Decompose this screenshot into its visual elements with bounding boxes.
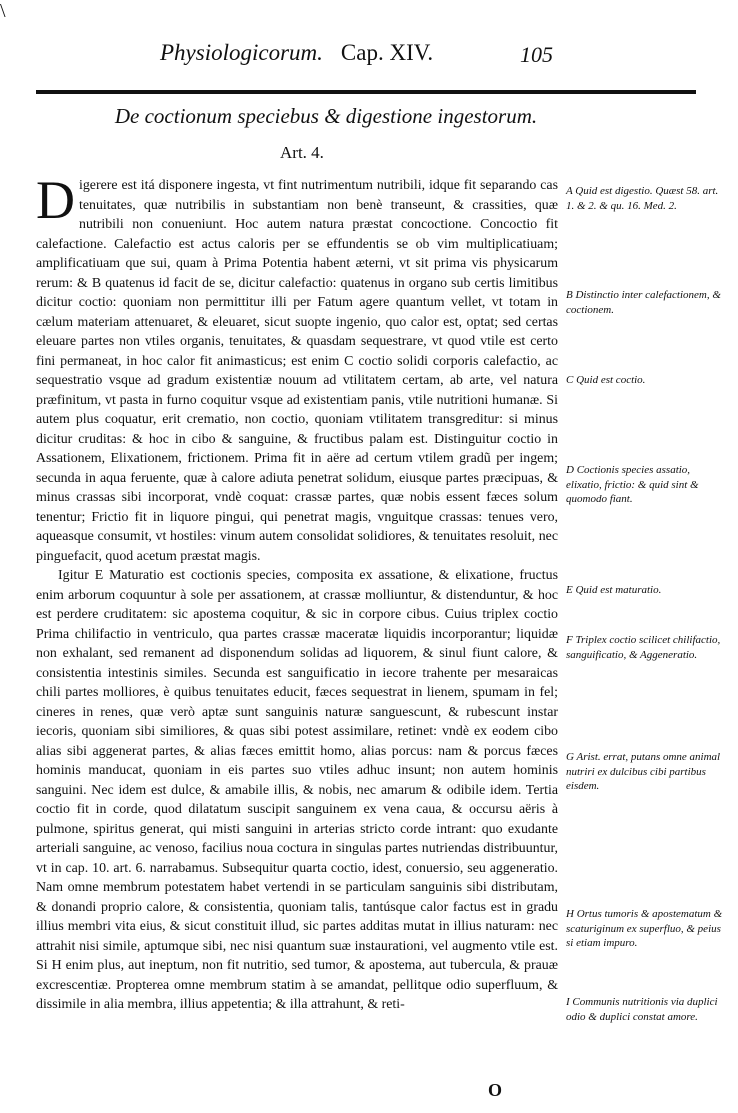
section-title: De coctionum speciebus & digestione ingestorum. [114, 104, 538, 128]
marginal-note: E Quid est maturatio. [566, 584, 662, 596]
marginal-note: H Ortus tumoris & apostematum & scaturiginum ex superfluo, & peius si etiam impuro. [566, 908, 723, 949]
marginal-note: D Coctionis species assatio, elixatio, frictio: & quid sint & quomodo fiant. [566, 464, 699, 505]
marginal-note: A Quid est digestio. Quæst 58. art. 1. & 2. & qu. 16. Med. 2. [566, 185, 719, 212]
marginal-note: C Quid est coctio. [566, 374, 646, 386]
marginal-note: I Communis nutritionis via duplici odio & duplici constat amore. [566, 996, 718, 1023]
body-text [36, 170, 558, 1015]
chapter-label: Cap. XIV. [340, 40, 434, 65]
header-rule [36, 90, 696, 94]
paragraph: Igitur E Maturatio est coctionis species, composita ex assatione, & elixatione, fructus enim arborum coquuntur à sole per assationem, at crassæ molliuntur, & distenduntur, & hoc est perdere cruditatem: sic apostema coquitur, & sic in corpore cibus. Cuius triplex coctio Prima chilifactio in ventriculo, qua partes crassæ maceratæ liquidis incorporantur; liquidæ non exhalant, sed remanent ad disponendum solidas ad liquorem, & sinul fiunt calore, & consistentia intestinis similes. Secunda est sanguificatio in iecore trahente per mesaraicas chili partes molliores, è quibus tenuitates educit, fæces sequestrat in lienem, spumam in fel; cineres in renes, quæ verò aptæ sunt sanguinis naturæ sanguescunt, & rubescunt instar iecoris, quoniam sibi similiores, & quas sibi potest assimilare, retinet: vndè ex eodem cibo alias sibi aggenerat partes, & alias fæces emittit homo, alias porcus: nam & porcus fæces hominis manducat, quoniam in eis partes suo vtiles adhuc insunt; non autem hominis sanguini. Nec idem est dulce, & amabile illis, & nobis, nec amarum & odibile idem. Tertia coctio fit in corde, quod dilatatum suscipit sanguinem ex vena caua, & occursu aëris à pulmone, spiritus generat, qui misti sanguini in arterias stricto corde intrant: quo exudante arteriali sanguine, ac venoso, facilius noua coctura in singulas partes nutriendas distribuuntur, vt in cap. 10. art. 6. narrabamus. Subsequitur quarta coctio, idest, conuersio, seu aggeneratio. Nam omne membrum potestatem habet vertendi in se particulam sanguinis sibi distributam, & donandi proprio calore, & consistentia, quoniam talis, tantúsque calor factus est in gradu illius membri vita eius, & sicut constituit illud, sic partes additas mutat in illius naturam: nec attrahit nisi simile, aptumque sibi, nec nisi quantum suæ instaurationi, vel augmento vtile est. Si H enim plus, aut ineptum, non fit nutritio, sed tumor, & apostema, aut tubercula, & prauæ excrescentiæ. Propterea omne membrum statim à se amandat, pellitque odio superfluum, & dissimile in alia membra, illius appetentia; & illa attrahunt, & reti- [36, 568, 558, 1012]
paragraph: Digerere est itá disponere ingesta, vt fint nutrimentum nutribili, idque fit separando cas tenuitates, quæ nutribilis in substantiam non benè transeunt, & crassities, quæ nutribili non conueniunt. Hoc autem natura præstat concoctione. Concoctio fit calefactione. Calefactio est actus caloris per se effundentis se ob vim multiplicatiuam; amplificatiuam que sui, quam à Prima Potentia habent æterni, vt sit prima vis physicarum rerum: & B quatenus id facit de se, dicitur calefactio: quatenus in organo sub certis limitibus dicitur coctio: quoniam non permittitur illi per Fatum agere quantum vellet, vt totam in cælum materiam attenuaret, & eleuaret, sicut suopte ingenio, quo calor est, optat; sed certas eleuare partes non vtiles organis, tenuitates, & quasdam sequestrare, vt quod vtile est certo fini permaneat, in hoc calor fit animasticus; est enim C coctio solidi corporis calefactio, ac sequestratio vsque ad gradum existentiæ nouum ad vtilitatem certam, ab arte, vel natura præfinitum, vt pasta in furno coquitur vsque ad existentiam panis, vtile nutritioni humanæ. Si autem plus coquatur, erit crematio, non coctio, quoniam vtilitatem transgreditur: si minus dicitur cruditas: & hoc in cibo & sanguine, & fructibus palam est. Distinguitur coctio in Assationem, Elixationem, frictionem. Prima fit in aëre ad certum vtilem gradũ per ingem; secunda in aqua feruente, quæ à calore adiuta penetrat solidum, eiusque partes præcipuas, & minus crassas sibi incorporat, vndè coquat: crassæ partes, quæ nobis essent fæces solum tenentur; Frictio fit in liquore pingui, qui penetrat magis, vnguitque crassas: tenues vero, aqueasque consumit, vt hostiles: vinum autem consolidat solidiores, & tenuitates resoluit, nec pinguefacit, quod acetum præstat magis. [36, 170, 558, 564]
marginal-note: F Triplex coctio scilicet chilifactio, sanguificatio, & Aggeneratio. [566, 634, 721, 661]
marginal-note: B Distinctio inter calefactionem, & coctionem. [566, 289, 721, 316]
running-title: Physiologicorum. [160, 40, 323, 65]
corner-mark: \ [0, 0, 6, 22]
running-header [160, 40, 570, 74]
article-label: Art. 4. [280, 143, 324, 162]
marginal-note: G Arist. errat, putans omne animal nutriri ex dulcibus cibi partibus eisdem. [566, 751, 721, 792]
page-number: 105 [520, 42, 553, 67]
catchword: O [488, 1080, 503, 1100]
